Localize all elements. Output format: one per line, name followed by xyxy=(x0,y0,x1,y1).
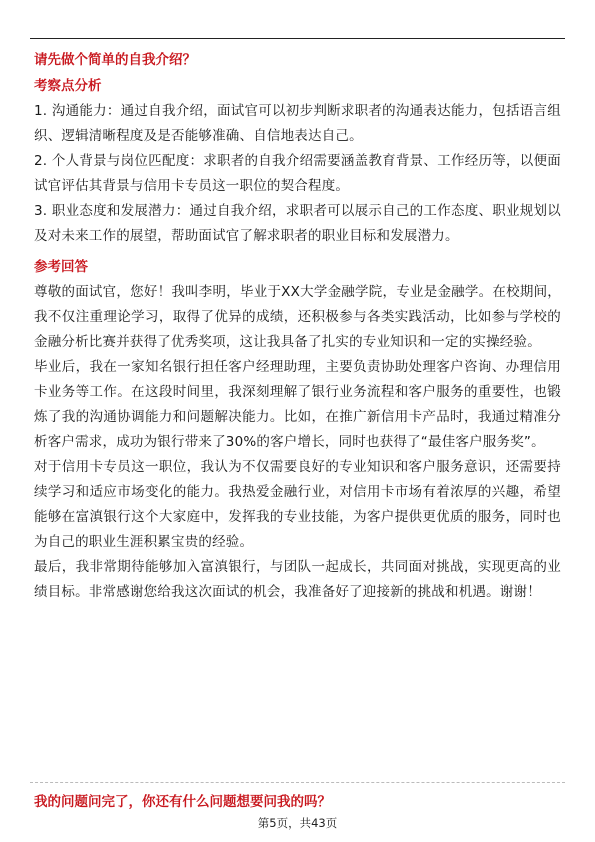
analysis-item: 1. 沟通能力：通过自我介绍，面试官可以初步判断求职者的沟通表达能力，包括语言组织、逻辑清晰程度及是否能够准确、自信地表达自己。 xyxy=(34,103,561,144)
page-number: 第5页，共43页 xyxy=(257,816,338,830)
section-spacer xyxy=(34,249,561,257)
answer-heading: 参考回答 xyxy=(34,259,88,275)
question-title: 请先做个简单的自我介绍？ xyxy=(34,52,196,68)
answer-paragraph: 尊敬的面试官，您好！我叫李明，毕业于XX大学金融学院，专业是金融学。在校期间，我不仅注重理论学习，取得了优异的成绩，还积极参与各类实践活动，比如参与学校的金融分析比赛并获得了优秀奖项，这让我具备了扎实的专业知识和一定的实操经验。 xyxy=(34,284,561,350)
analysis-item: 3. 职业态度和发展潜力：通过自我介绍，求职者可以展示自己的工作态度、职业规划以及对未来工作的展望，帮助面试官了解求职者的职业目标和发展潜力。 xyxy=(34,203,561,244)
header-rule xyxy=(30,38,565,39)
page-content xyxy=(34,50,561,605)
next-question: 我的问题问完了，你还有什么问题想要问我的吗？ xyxy=(34,794,331,810)
answer-paragraph: 对于信用卡专员这一职位，我认为不仅需要良好的专业知识和客户服务意识，还需要持续学习和适应市场变化的能力。我热爱金融行业，对信用卡市场有着浓厚的兴趣，希望能够在富滇银行这个大家庭中，发挥我的专业技能，为客户提供更优质的服务，同时也为自己的职业生涯积累宝贵的经验。 xyxy=(34,459,561,550)
analysis-heading: 考察点分析 xyxy=(34,78,102,94)
footer-divider xyxy=(30,782,565,783)
answer-paragraph: 最后，我非常期待能够加入富滇银行，与团队一起成长，共同面对挑战，实现更高的业绩目标。非常感谢您给我这次面试的机会，我准备好了迎接新的挑战和机遇。谢谢！ xyxy=(34,559,561,600)
answer-paragraph: 毕业后，我在一家知名银行担任客户经理助理，主要负责协助处理客户咨询、办理信用卡业务等工作。在这段时间里，我深刻理解了银行业务流程和客户服务的重要性，也锻炼了我的沟通协调能力和问题解决能力。比如，在推广新信用卡产品时，我通过精准分析客户需求，成功为银行带来了30%的客户增长，同时也获得了“最佳客户服务奖”。 xyxy=(34,359,561,450)
analysis-item: 2. 个人背景与岗位匹配度：求职者的自我介绍需要涵盖教育背景、工作经历等，以便面试官评估其背景与信用卡专员这一职位的契合程度。 xyxy=(34,153,561,194)
